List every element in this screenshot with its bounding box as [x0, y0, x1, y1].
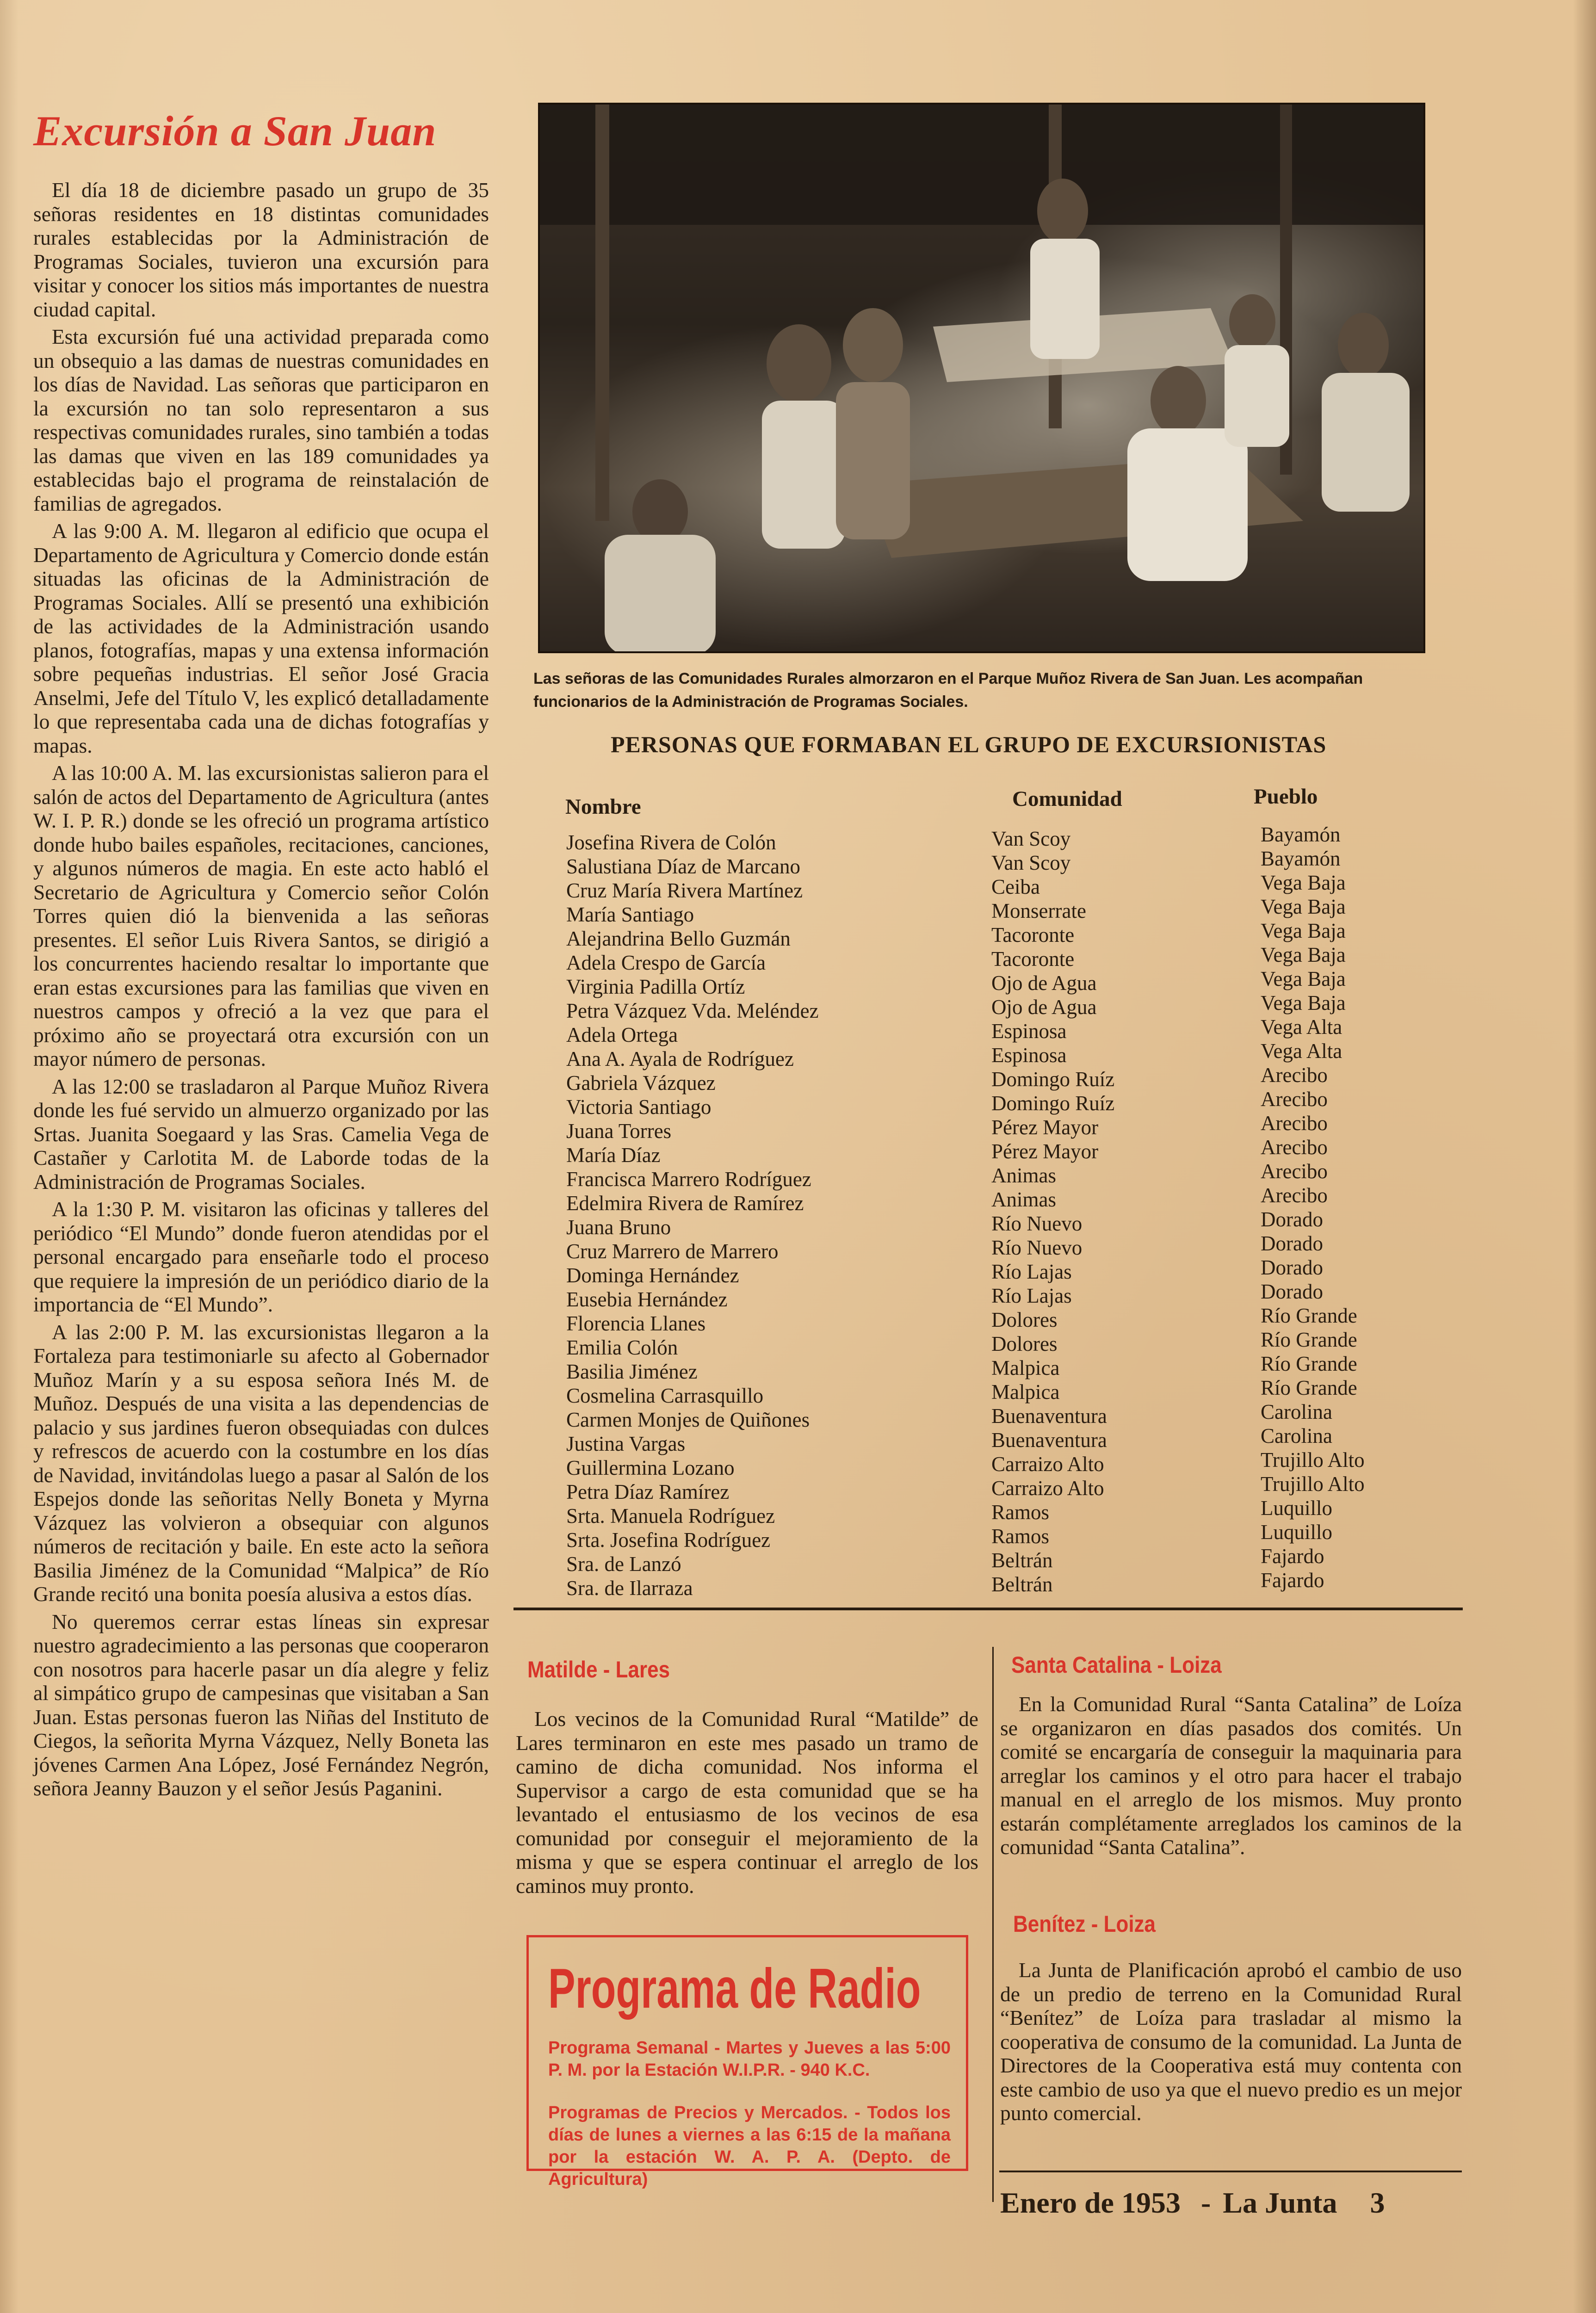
section-body-santa-catalina: [1000, 1692, 1462, 1859]
list-entry: Tacoronte: [991, 923, 1075, 946]
list-entry: Victoria Santiago: [566, 1095, 711, 1119]
list-entry: Domingo Ruíz: [991, 1068, 1115, 1091]
list-entry: Cosmelina Carrasquillo: [566, 1384, 764, 1407]
list-entry: Tacoronte: [991, 947, 1075, 971]
footer-separator: -: [1200, 2186, 1211, 2219]
list-entry: Vega Baja: [1261, 991, 1346, 1014]
list-entry: Cruz María Rivera Martínez: [566, 879, 803, 902]
list-entry: Fajardo: [1261, 1545, 1324, 1568]
list-entry: Van Scoy: [991, 851, 1071, 874]
article-paragraph: A la 1:30 P. M. visitaron las oficinas y talleres del periódico “El Mundo” donde fueron atendidas por el personal encargado para enseñarle todo el proceso que requiere la impresión de un periódico diario de la importancia de “El Mundo”.: [33, 1197, 489, 1316]
list-entry: Trujillo Alto: [1261, 1472, 1365, 1496]
list-entry: Adela Crespo de García: [566, 951, 766, 974]
list-entry: Adela Ortega: [566, 1023, 678, 1046]
communities-column: [991, 827, 1114, 1596]
radio-program-box: [526, 1935, 968, 2189]
list-entry: Buenaventura: [991, 1429, 1107, 1452]
list-entry: Río Nuevo: [991, 1212, 1083, 1235]
list-entry: Río Grande: [1261, 1352, 1357, 1375]
list-entry: Animas: [991, 1188, 1056, 1211]
towns-column: [1261, 823, 1365, 1592]
list-entry: Espinosa: [991, 1044, 1067, 1067]
footer-rule: [999, 2171, 1462, 2172]
list-entry: Ceiba: [991, 875, 1040, 898]
list-entry: Luquillo: [1261, 1497, 1332, 1520]
list-entry: Dolores: [991, 1332, 1058, 1355]
list-entry: Dorado: [1261, 1280, 1323, 1303]
list-entry: Arecibo: [1261, 1136, 1328, 1159]
list-entry: Juana Bruno: [566, 1216, 671, 1239]
list-entry: Ramos: [991, 1501, 1050, 1524]
list-entry: Arecibo: [1261, 1112, 1328, 1135]
horizontal-rule: [513, 1608, 1463, 1610]
list-entry: Salustiana Díaz de Marcano: [566, 855, 801, 878]
list-entry: Río Lajas: [991, 1260, 1072, 1283]
list-entry: Vega Baja: [1261, 967, 1346, 990]
list-entry: Arecibo: [1261, 1160, 1328, 1183]
list-entry: Van Scoy: [991, 827, 1071, 850]
list-entry: Dorado: [1261, 1232, 1323, 1255]
page-footer: [1000, 2186, 1472, 2220]
list-entry: Monserrate: [991, 899, 1086, 922]
list-entry: Dolores: [991, 1308, 1058, 1331]
list-entry: Vega Alta: [1261, 1015, 1342, 1039]
list-entry: Carmen Monjes de Quiñones: [566, 1408, 810, 1431]
list-entry: Luquillo: [1261, 1521, 1332, 1544]
list-entry: Alejandrina Bello Guzmán: [566, 927, 791, 950]
list-entry: Vega Alta: [1261, 1039, 1342, 1063]
article-paragraph: Esta excursión fué una actividad preparada como un obsequio a las damas de nuestras comunidades en los días de Navidad. Las señoras que participaron en la excursión no tan solo representaron a sus respectivas comunidades rurales, sino también a todas las damas que viven en las 189 comunidades ya establecidas bajo el programa de reinstalación de familias de agregados.: [33, 325, 489, 515]
list-entry: Bayamón: [1261, 847, 1341, 870]
photo-scene: [540, 105, 1423, 651]
list-entry: Srta. Josefina Rodríguez: [566, 1528, 771, 1552]
list-entry: Vega Baja: [1261, 871, 1346, 894]
group-photograph: [538, 103, 1425, 653]
list-entry: Beltrán: [991, 1573, 1053, 1596]
list-entry: Río Grande: [1261, 1376, 1357, 1399]
list-entry: Eusebia Hernández: [566, 1288, 728, 1311]
list-entry: Dorado: [1261, 1256, 1323, 1279]
column-header-name: Nombre: [565, 795, 641, 819]
list-entry: Arecibo: [1261, 1088, 1328, 1111]
list-entry: Cruz Marrero de Marrero: [566, 1240, 779, 1263]
section-paragraph: En la Comunidad Rural “Santa Catalina” de Loíza se organizaron en días pasados dos comités. Un comité se encargaría de conseguir la maquinaria para arreglar los caminos y el otro para hacer el trabajo manual en el arreglo de los mismos. Muy pronto estarán complétamente arreglados los caminos de la comunidad “Santa Catalina”.: [1000, 1692, 1462, 1859]
list-entry: Vega Baja: [1261, 943, 1346, 966]
list-entry: María Díaz: [566, 1144, 661, 1167]
list-entry: Buenaventura: [991, 1404, 1107, 1428]
list-entry: Malpica: [991, 1380, 1060, 1404]
list-entry: Srta. Manuela Rodríguez: [566, 1504, 775, 1528]
list-entry: Domingo Ruíz: [991, 1092, 1115, 1115]
list-entry: Carraizo Alto: [991, 1453, 1104, 1476]
section-title-santa-catalina: Santa Catalina - Loiza: [1011, 1652, 1222, 1678]
list-entry: Dorado: [1261, 1208, 1323, 1231]
list-entry: Pérez Mayor: [991, 1116, 1099, 1139]
list-entry: Arecibo: [1261, 1064, 1328, 1087]
list-entry: Vega Baja: [1261, 895, 1346, 918]
list-entry: Carolina: [1261, 1424, 1332, 1447]
list-title: PERSONAS QUE FORMABAN EL GRUPO DE EXCURSIONISTAS: [611, 731, 1327, 757]
list-entry: Ojo de Agua: [991, 996, 1097, 1019]
list-entry: Fajardo: [1261, 1569, 1324, 1592]
list-entry: Carolina: [1261, 1400, 1332, 1423]
article-body: [33, 178, 489, 1804]
list-entry: Francisca Marrero Rodríguez: [566, 1168, 811, 1191]
list-entry: Malpica: [991, 1356, 1060, 1379]
article-paragraph: A las 9:00 A. M. llegaron al edificio que ocupa el Departamento de Agricultura y Comercio donde están situadas las oficinas de la Administración de Programas Sociales. Allí se presentó una exhibición de las actividades de la Administración usando planos, fotografías, mapas y una extensa información sobre pequeñas industrias. El señor José Gracia Anselmi, Jefe del Título V, les explicó detalladamente lo que representaba cada una de dichas fotografías y mapas.: [33, 519, 489, 757]
article-paragraph: A las 10:00 A. M. las excursionistas salieron para el salón de actos del Departamento de Agricultura (antes W. I. P. R.) donde se les ofreció un programa artístico donde hubo bailes españoles, recitaciones, canciones, y algunos números de magia. En este acto habló el Secretario de Agricultura y Comercio señor Colón Torres quien dió la bienvenida a las señoras presentes. El señor Luis Rivera Santos, se dirigió a los concurrentes haciendo resaltar lo importante que eran estas excursiones para las familias que viven en nuestros campos y ofreció a la vez que para el próximo año se proyectará otra excursión con un mayor número de personas.: [33, 761, 489, 1070]
section-paragraph: Los vecinos de la Comunidad Rural “Matilde” de Lares terminaron en este mes pasado un tramo de camino de dicha comunidad. Nos informa el Supervisor a cargo de esta comunidad que se ha levantado el entusiasmo de los vecinos de esa comunidad por conseguir el mejoramiento de la misma y que se espera continuar el arreglo de los caminos muy pronto.: [516, 1707, 978, 1898]
section-title-matilde: Matilde - Lares: [527, 1657, 670, 1682]
list-entry: Justina Vargas: [566, 1432, 686, 1455]
list-entry: María Santiago: [566, 903, 694, 926]
list-entry: Beltrán: [991, 1549, 1053, 1572]
list-entry: Ojo de Agua: [991, 971, 1097, 995]
article-paragraph: A las 12:00 se trasladaron al Parque Muñoz Rivera donde les fué servido un almuerzo organizado por las Srtas. Juanita Soegaard y las Sras. Camelia Vega de Castañer y Carlotita M. de Laborde todas de la Administración de Programas Sociales.: [33, 1074, 489, 1194]
list-entry: Arecibo: [1261, 1184, 1328, 1207]
article-paragraph: No queremos cerrar estas líneas sin expresar nuestro agradecimiento a las personas que cooperaron con nosotros para hacerle pasar un día alegre y feliz al simpático grupo de campesinas que visitaban a San Juan. Estas personas fueron las Niñas del Instituto de Ciegos, la señorita Myrna Vázquez, Nelly Boneta las jóvenes Carmen Ana López, José Fernández Negrón, señora Jeanny Bauzon y el señor Jesús Paganini.: [33, 1609, 489, 1800]
list-entry: Animas: [991, 1164, 1056, 1187]
radio-daily-schedule: Programas de Precios y Mercados. - Todos los días de lunes a viernes a las 6:15 de la mañana por la estación W. A. P. A. (Depto. de Agricultura): [548, 2103, 951, 2189]
photo-caption: Las señoras de las Comunidades Rurales almorzaron en el Parque Muñoz Rivera de San Juan. Les acompañan funcionarios de la Administración de Programas Sociales.: [533, 670, 1363, 711]
section-paragraph: La Junta de Planificación aprobó el cambio de uso de un predio de terreno en la Comunidad Rural “Benítez” de Loíza para trasladar al mismo la cooperativa de consumo de la comunidad. La Junta de Directores de la Cooperativa está muy contenta con este cambio de uso ya que el nuevo predio es un mejor punto comercial.: [1000, 1958, 1462, 2125]
list-entry: Edelmira Rivera de Ramírez: [566, 1192, 804, 1215]
list-entry: Vega Baja: [1261, 919, 1346, 942]
list-entry: Petra Vázquez Vda. Meléndez: [566, 999, 819, 1022]
vertical-rule: [992, 1647, 994, 2202]
section-title-benitez: Benítez - Loiza: [1013, 1911, 1156, 1937]
page-number: 3: [1370, 2186, 1385, 2219]
list-entry: Pérez Mayor: [991, 1140, 1099, 1163]
list-entry: Dominga Hernández: [566, 1264, 739, 1287]
list-entry: Río Nuevo: [991, 1236, 1083, 1259]
column-header-town: Pueblo: [1254, 785, 1318, 809]
section-body-matilde: [516, 1707, 978, 1898]
list-entry: Bayamón: [1261, 823, 1341, 846]
list-entry: Josefina Rivera de Colón: [566, 831, 776, 854]
list-entry: Río Grande: [1261, 1304, 1357, 1327]
column-header-community: Comunidad: [1012, 787, 1122, 811]
list-entry: Sra. de Lanzó: [566, 1552, 681, 1576]
list-entry: Río Grande: [1261, 1328, 1357, 1351]
article-title: Excursión a San Juan: [33, 107, 437, 155]
list-entry: Florencia Llanes: [566, 1312, 706, 1335]
list-entry: Juana Torres: [566, 1119, 672, 1143]
list-entry: Petra Díaz Ramírez: [566, 1480, 730, 1503]
list-entry: Emilia Colón: [566, 1336, 678, 1359]
list-entry: Virginia Padilla Ortíz: [566, 975, 745, 998]
list-entry: Ramos: [991, 1525, 1050, 1548]
radio-weekly-schedule: Programa Semanal - Martes y Jueves a las 5:00 P. M. por la Estación W.I.P.R. - 940 K.C.: [548, 2038, 951, 2080]
list-entry: Guillermina Lozano: [566, 1456, 735, 1479]
list-entry: Ana A. Ayala de Rodríguez: [566, 1047, 794, 1070]
radio-title: Programa de Radio: [548, 1957, 921, 2020]
footer-publication: La Junta: [1223, 2186, 1337, 2219]
list-entry: Basilia Jiménez: [566, 1360, 698, 1383]
article-paragraph: El día 18 de diciembre pasado un grupo de 35 señoras residentes en 18 distintas comunidades rurales establecidas por la Administración de Programas Sociales, tuvieron una excursión para visitar y conocer los sitios más importantes de nuestra ciudad capital.: [33, 178, 489, 321]
list-entry: Carraizo Alto: [991, 1477, 1104, 1500]
list-entry: Gabriela Vázquez: [566, 1071, 716, 1095]
list-entry: Espinosa: [991, 1020, 1067, 1043]
list-entry: Trujillo Alto: [1261, 1448, 1365, 1472]
list-entry: Río Lajas: [991, 1284, 1072, 1307]
footer-date: Enero de 1953: [1000, 2186, 1181, 2219]
names-column: [566, 830, 819, 1600]
list-entry: Sra. de Ilarraza: [566, 1577, 693, 1600]
section-body-benitez: [1000, 1958, 1462, 2125]
article-paragraph: A las 2:00 P. M. las excursionistas llegaron a la Fortaleza para testimoniarle su afecto al Gobernador Muñoz Marín y a su esposa señora Inés M. de Muñoz. Después de una visita a las dependencias de palacio y sus jardines fueron obsequiadas con dulces y refrescos de acuerdo con la costumbre en los días de Navidad, invitándolas luego a pasar al Salón de los Espejos donde las señoritas Nelly Boneta y Myrna Vázquez las volvieron a obsequiar con algunos números de recitación y baile. En este acto la señora Basilia Jiménez de la Comunidad “Malpica” de Río Grande recitó una bonita poesía alusiva a estos días.: [33, 1320, 489, 1606]
